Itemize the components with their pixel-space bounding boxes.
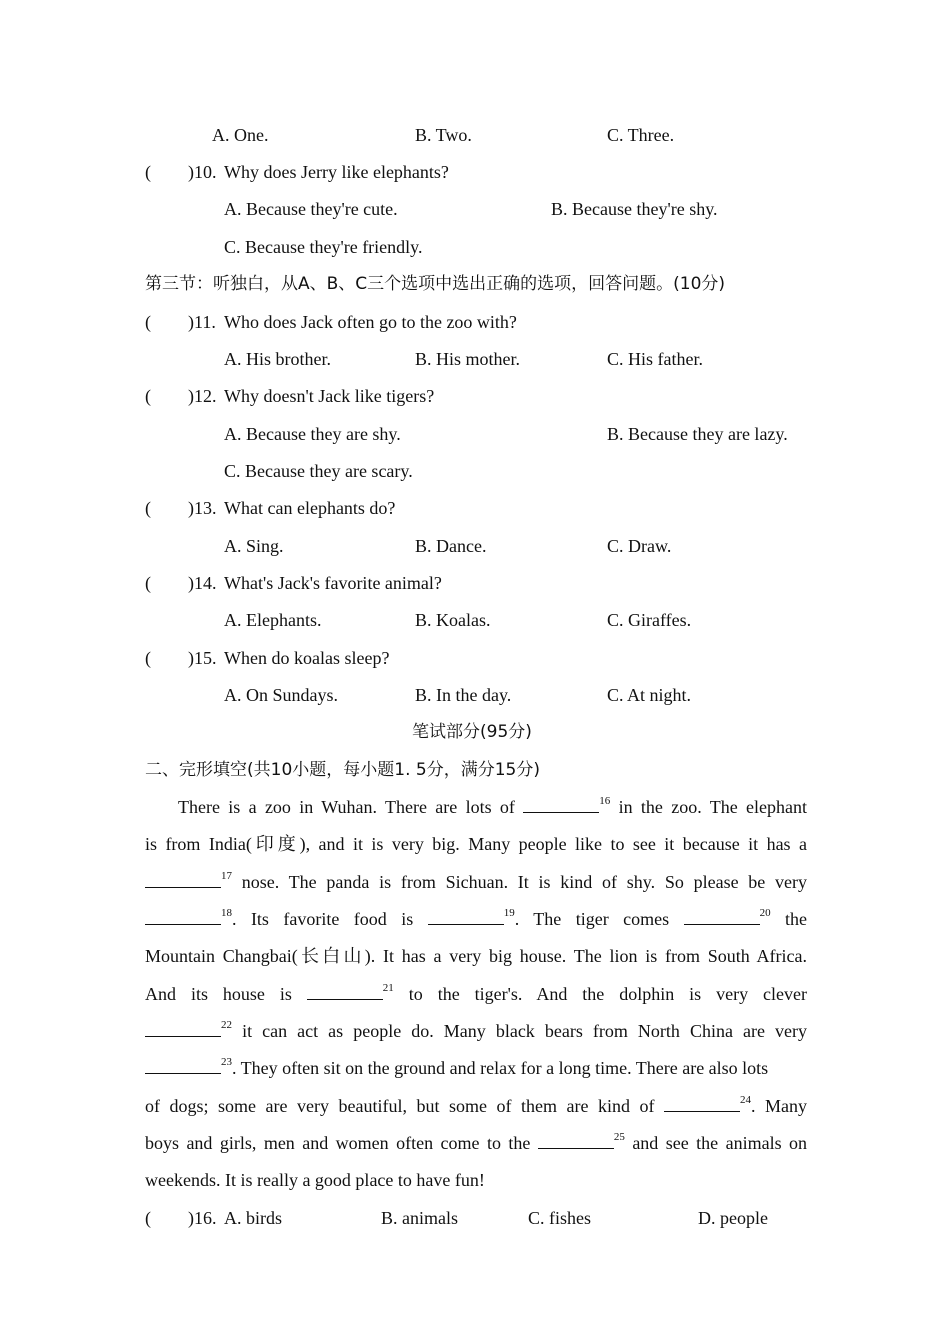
q11-option-b: B. His mother.: [415, 349, 521, 369]
blank-20[interactable]: [684, 908, 760, 925]
q11-number: )11.: [188, 312, 216, 332]
q10-number: )10.: [188, 162, 217, 182]
q15-option-a: A. On Sundays.: [224, 685, 339, 705]
q13-question: What can elephants do?: [224, 498, 396, 518]
written-part-title: 笔试部分(95分): [412, 722, 532, 742]
q12-option-a: A. Because they are shy.: [224, 424, 401, 444]
q16-option-b: B. animals: [381, 1208, 458, 1228]
q16-number: )16.: [188, 1208, 217, 1228]
blank-21[interactable]: [307, 983, 383, 1000]
q15-option-c: C. At night.: [607, 685, 692, 705]
q14-number: )14.: [188, 573, 217, 593]
blank-24[interactable]: [664, 1095, 740, 1112]
passage-line-11: weekends. It is really a good place to have fun!: [145, 1170, 485, 1190]
blank-19[interactable]: [428, 908, 504, 925]
blank-22[interactable]: [145, 1020, 221, 1037]
q12-number: )12.: [188, 386, 217, 406]
q13-option-b: B. Dance.: [415, 536, 487, 556]
q15-option-b: B. In the day.: [415, 685, 512, 705]
q11-option-a: A. His brother.: [224, 349, 331, 369]
q14-option-b: B. Koalas.: [415, 610, 491, 630]
q9-option-c: C. Three.: [607, 125, 675, 145]
q9-option-a: A. One.: [212, 125, 269, 145]
passage-line-5: Mountain Changbai(长白山). It has a very big house. The lion is from South Africa.: [145, 946, 807, 966]
q15-paren: (: [145, 648, 151, 668]
q12-question: Why doesn't Jack like tigers?: [224, 386, 435, 406]
q16-option-d: D. people: [698, 1208, 768, 1228]
passage-line-4: $^{18}$. Its favorite food is $^{19}$. The tiger comes $^{20}$ the: [145, 908, 807, 930]
q16-paren: (: [145, 1208, 151, 1228]
q10-option-c: C. Because they're friendly.: [224, 237, 423, 257]
q16-option-c: C. fishes: [528, 1208, 591, 1228]
q12-option-b: B. Because they are lazy.: [607, 424, 788, 444]
q14-option-c: C. Giraffes.: [607, 610, 692, 630]
q15-question: When do koalas sleep?: [224, 648, 390, 668]
passage-line-2: is from India(印度), and it is very big. Many people like to see it because it has a: [145, 834, 807, 854]
blank-25[interactable]: [538, 1132, 614, 1149]
blank-18[interactable]: [145, 908, 221, 925]
q11-paren: (: [145, 312, 151, 332]
q12-paren: (: [145, 386, 151, 406]
q13-paren: (: [145, 498, 151, 518]
part2-heading: 二、完形填空(共10小题，每小题1. 5分，满分15分): [145, 760, 540, 780]
q9-option-b: B. Two.: [415, 125, 472, 145]
q11-option-c: C. His father.: [607, 349, 703, 369]
passage-line-9: of dogs; some are very beautiful, but some of them are kind of $^{24}$. Many: [145, 1094, 808, 1116]
passage-line-6: And its house is $^{21}$ to the tiger's. And the dolphin is very clever: [145, 982, 807, 1004]
passage-line-1: There is a zoo in Wuhan. There are lots of $^{16}$ in the zoo. The elephant: [178, 795, 808, 817]
passage-line-7: $^{22}$ it can act as people do. Many black bears from North China are very: [145, 1020, 807, 1042]
q12-option-c: C. Because they are scary.: [224, 461, 413, 481]
passage-line-8: $^{23}$. They often sit on the ground and relax for a long time. There are also lots: [145, 1057, 807, 1079]
q14-paren: (: [145, 573, 151, 593]
section3-heading: 第三节：听独白，从A、B、C三个选项中选出正确的选项，回答问题。(10分): [145, 274, 726, 294]
q14-question: What's Jack's favorite animal?: [224, 573, 442, 593]
blank-23[interactable]: [145, 1057, 221, 1074]
q14-option-a: A. Elephants.: [224, 610, 322, 630]
q13-option-a: A. Sing.: [224, 536, 284, 556]
q13-number: )13.: [188, 498, 217, 518]
q10-question: Why does Jerry like elephants?: [224, 162, 449, 182]
q16-option-a: A. birds: [224, 1208, 282, 1228]
q10-option-a: A. Because they're cute.: [224, 199, 398, 219]
passage-line-10: boys and girls, men and women often come to the $^{25}$ and see the animals on: [145, 1131, 808, 1153]
q13-option-c: C. Draw.: [607, 536, 672, 556]
q11-question: Who does Jack often go to the zoo with?: [224, 312, 517, 332]
q10-paren: (: [145, 162, 151, 182]
q10-option-b: B. Because they're shy.: [551, 199, 718, 219]
passage-line-3: $^{17}$ nose. The panda is from Sichuan. It is kind of shy. So please be very: [145, 871, 807, 893]
q15-number: )15.: [188, 648, 217, 668]
blank-16[interactable]: [523, 796, 599, 813]
blank-17[interactable]: [145, 871, 221, 888]
